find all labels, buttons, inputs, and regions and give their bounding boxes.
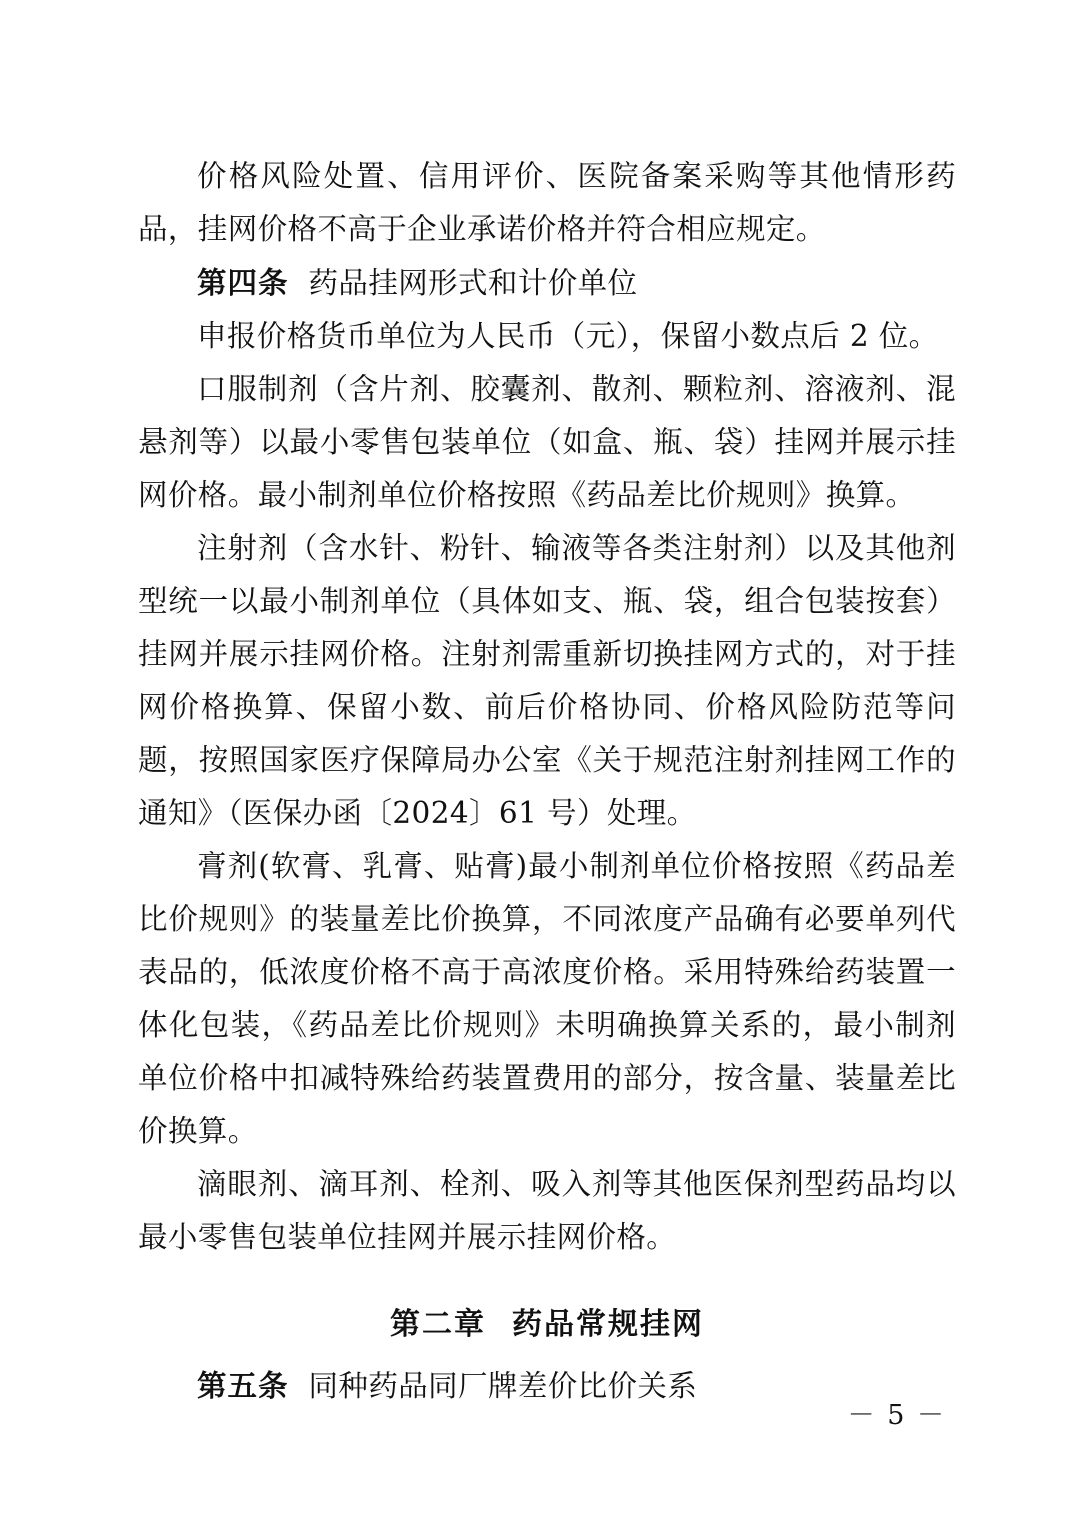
article-heading-5 — [138, 1359, 956, 1413]
paragraph-6: 膏剂(软膏、乳膏、贴膏)最小制剂单位价格按照《药品差比价规则》的装量差比价换算，不同浓度产品确有必要单列代表品的，低浓度价格不高于高浓度价格。采用特殊给药装置一体化包装，《药品差比价规则》未明确换算关系的，最小制剂单位价格中扣减特殊给药装置费用的部分，按含量、装量差比价换算。 — [138, 849, 956, 1148]
paragraph-3: 申报价格货币单位为人民币（元），保留小数点后 2 位。 — [197, 319, 939, 353]
article-heading-4 — [138, 256, 956, 310]
article-title-4: 药品挂网形式和计价单位 — [308, 266, 638, 300]
paragraph-1: 价格风险处置、信用评价、医院备案采购等其他情形药品，挂网价格不高于企业承诺价格并符合相应规定。 — [138, 159, 956, 246]
document-body — [138, 150, 956, 1413]
article-number-5: 第五条 — [197, 1368, 289, 1403]
article-title-5: 同种药品同厂牌差价比价关系 — [308, 1369, 698, 1403]
page-number: － 5 － — [847, 1400, 946, 1431]
chapter-number-2: 第二章 — [390, 1307, 486, 1342]
chapter-title-2: 药品常规挂网 — [512, 1307, 704, 1342]
paragraph-7: 滴眼剂、滴耳剂、栓剂、吸入剂等其他医保剂型药品均以最小零售包装单位挂网并展示挂网价格。 — [138, 1167, 956, 1254]
paragraph-5: 注射剂（含水针、粉针、输液等各类注射剂）以及其他剂型统一以最小制剂单位（具体如支、瓶、袋，组合包装按套）挂网并展示挂网价格。注射剂需重新切换挂网方式的，对于挂网价格换算、保留小数、前后价格协同、价格风险防范等问题，按照国家医疗保障局办公室《关于规范注射剂挂网工作的通知》（医保办函〔2024〕61 号）处理。 — [138, 531, 956, 830]
paragraph-4: 口服制剂（含片剂、胶囊剂、散剂、颗粒剂、溶液剂、混悬剂等）以最小零售包装单位（如盒、瓶、袋）挂网并展示挂网价格。最小制剂单位价格按照《药品差比价规则》换算。 — [138, 372, 956, 512]
article-number-4: 第四条 — [197, 265, 289, 300]
chapter-heading-2 — [138, 1298, 956, 1351]
